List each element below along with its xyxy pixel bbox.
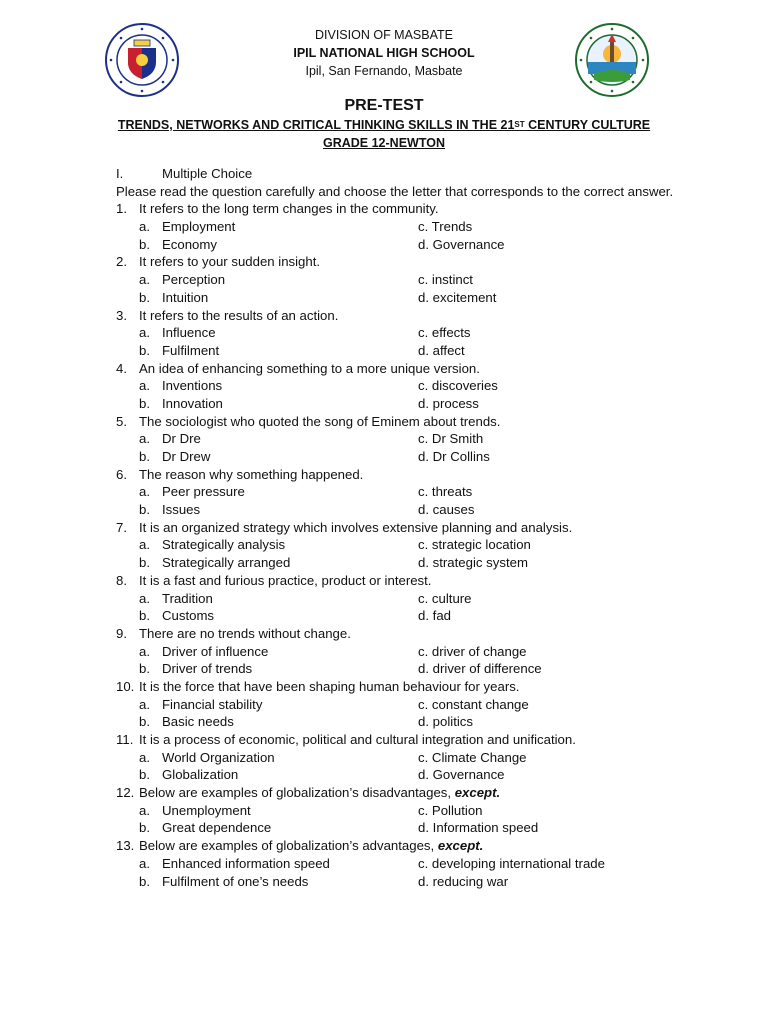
choice-letter: a. — [139, 643, 150, 659]
choice-text: Basic needs — [162, 714, 234, 730]
choice-c: c. developing international trade — [418, 855, 605, 871]
choice-text: Intuition — [162, 289, 209, 305]
choice-text: Fulfilment of one’s needs — [162, 873, 309, 889]
choice-d: d. Dr Collins — [418, 449, 490, 465]
choice-c: c. instinct — [418, 272, 473, 288]
choice-text: Strategically arranged — [162, 555, 291, 571]
choice-row — [116, 236, 676, 254]
choice-row — [116, 271, 676, 289]
choice-row — [116, 395, 676, 413]
instructions: Please read the question carefully and choose the letter that corresponds to the correct answer. — [116, 183, 674, 199]
test-content — [116, 165, 676, 890]
question-stem — [116, 519, 676, 537]
choice-text: Tradition — [162, 590, 213, 606]
subject-title-end: CENTURY CULTURE — [524, 118, 651, 132]
choice-text: Influence — [162, 325, 216, 341]
test-title: PRE-TEST — [344, 97, 424, 114]
question-number: 5. — [116, 413, 127, 429]
question-text: Below are examples of globalization’s advantages, — [139, 838, 438, 854]
choice-row — [116, 536, 676, 554]
test-title-block — [0, 96, 768, 152]
choice-b — [139, 554, 290, 572]
choice-a — [139, 377, 222, 395]
choice-d: d. Governance — [418, 767, 505, 783]
question-number: 7. — [116, 519, 127, 535]
choice-row — [116, 324, 676, 342]
choice-letter: b. — [139, 555, 150, 571]
choice-a — [139, 218, 235, 236]
question-stem — [116, 360, 676, 378]
choice-d: d. politics — [418, 714, 473, 730]
subject-title-sup: ST — [514, 120, 525, 129]
question-text: It is a process of economic, political and cultural integration and unification. — [139, 732, 576, 748]
question-number: 8. — [116, 572, 127, 588]
section-label: Multiple Choice — [162, 166, 253, 181]
choice-a — [139, 430, 201, 448]
choice-b — [139, 448, 210, 466]
school-name: IPIL NATIONAL HIGH SCHOOL — [293, 46, 475, 60]
question-stem — [116, 253, 676, 271]
choice-d: d. causes — [418, 502, 475, 518]
choice-b — [139, 501, 200, 519]
choice-c: c. discoveries — [418, 378, 498, 394]
choice-row — [116, 342, 676, 360]
choice-text: Globalization — [162, 767, 239, 783]
choice-row — [116, 855, 676, 873]
choice-b — [139, 342, 219, 360]
choice-b — [139, 766, 238, 784]
question-stem — [116, 837, 676, 855]
choice-d: d. strategic system — [418, 555, 528, 571]
choice-row — [116, 218, 676, 236]
question-stem — [116, 200, 676, 218]
choice-letter: b. — [139, 236, 150, 252]
choice-letter: b. — [139, 449, 150, 465]
section-number: I. — [116, 166, 124, 181]
question-stem — [116, 731, 676, 749]
question-stem — [116, 678, 676, 696]
choice-c: c. Climate Change — [418, 749, 527, 765]
choice-d: d. reducing war — [418, 873, 509, 889]
choice-b — [139, 819, 271, 837]
choice-text: Economy — [162, 236, 217, 252]
choice-row — [116, 819, 676, 837]
question-text: It refers to the results of an action. — [139, 307, 339, 323]
choice-letter: a. — [139, 378, 150, 394]
question-text: The sociologist who quoted the song of Eminem about trends. — [139, 413, 501, 429]
choice-b — [139, 395, 223, 413]
choice-letter: a. — [139, 696, 150, 712]
choice-c: c. strategic location — [418, 537, 531, 553]
choice-letter: a. — [139, 802, 150, 818]
choice-c: c. constant change — [418, 696, 529, 712]
school-address: Ipil, San Fernando, Masbate — [305, 64, 463, 78]
question-number: 6. — [116, 466, 127, 482]
choice-text: Dr Drew — [162, 449, 211, 465]
choice-letter: a. — [139, 537, 150, 553]
choice-text: Inventions — [162, 378, 223, 394]
choice-letter: b. — [139, 502, 150, 518]
choice-text: Driver of influence — [162, 643, 269, 659]
choice-letter: a. — [139, 590, 150, 606]
question-number: 9. — [116, 625, 127, 641]
choice-letter: b. — [139, 661, 150, 677]
subject-title-main: TRENDS, NETWORKS AND CRITICAL THINKING SKILLS IN THE 21 — [117, 118, 515, 132]
choice-text: Enhanced information speed — [162, 855, 330, 871]
choice-text: Great dependence — [162, 820, 272, 836]
choice-c: c. effects — [418, 325, 471, 341]
question-number: 3. — [116, 307, 127, 323]
choice-text: Unemployment — [162, 802, 251, 818]
question-emphasis: except. — [437, 838, 484, 854]
choice-text: Peer pressure — [162, 484, 245, 500]
section-heading — [116, 165, 676, 183]
choice-text: Driver of trends — [162, 661, 253, 677]
choice-row — [116, 696, 676, 714]
choice-c: c. Dr Smith — [418, 431, 484, 447]
choice-a — [139, 643, 268, 661]
question-emphasis: except. — [454, 785, 501, 801]
choice-row — [116, 554, 676, 572]
choice-d: d. excitement — [418, 289, 497, 305]
choice-letter: a. — [139, 431, 150, 447]
choice-d: d. process — [418, 395, 479, 411]
choice-a — [139, 590, 213, 608]
choice-a — [139, 749, 275, 767]
choice-letter: a. — [139, 219, 150, 235]
division-name: DIVISION OF MASBATE — [315, 28, 453, 42]
choice-c: c. driver of change — [418, 643, 527, 659]
choice-letter: a. — [139, 855, 150, 871]
choice-a — [139, 855, 330, 873]
choice-row — [116, 501, 676, 519]
choice-letter: a. — [139, 484, 150, 500]
question-text: It is an organized strategy which involves extensive planning and analysis. — [139, 519, 573, 535]
choice-d: d. fad — [418, 608, 451, 624]
question-number: 2. — [116, 254, 127, 270]
question-number: 10. — [116, 678, 135, 694]
question-text: Below are examples of globalization’s disadvantages, — [139, 785, 455, 801]
choice-row — [116, 643, 676, 661]
choice-letter: b. — [139, 873, 150, 889]
choice-c: c. Trends — [418, 219, 473, 235]
choice-row — [116, 590, 676, 608]
choice-d: d. affect — [418, 342, 465, 358]
question-text: It is the force that have been shaping human behaviour for years. — [139, 678, 520, 694]
question-number: 1. — [116, 201, 127, 217]
question-stem — [116, 572, 676, 590]
choice-letter: b. — [139, 608, 150, 624]
choice-text: World Organization — [162, 749, 275, 765]
choice-c: c. Pollution — [418, 802, 483, 818]
question-stem — [116, 625, 676, 643]
choice-text: Innovation — [162, 395, 223, 411]
choice-d: d. Information speed — [418, 820, 539, 836]
choice-text: Issues — [162, 502, 201, 518]
choice-text: Fulfilment — [162, 342, 220, 358]
choice-c: c. threats — [418, 484, 473, 500]
choice-row — [116, 289, 676, 307]
choice-b — [139, 607, 214, 625]
choice-text: Strategically analysis — [162, 537, 286, 553]
question-text: It is a fast and furious practice, product or interest. — [139, 572, 432, 588]
choice-d: d. Governance — [418, 236, 505, 252]
question-text: There are no trends without change. — [139, 625, 351, 641]
subject-title — [0, 117, 768, 134]
choice-text: Perception — [162, 272, 226, 288]
question-number: 13. — [116, 838, 135, 854]
question-stem — [116, 466, 676, 484]
grade-section: GRADE 12-NEWTON — [322, 136, 445, 150]
choice-d: d. driver of difference — [418, 661, 542, 677]
choice-letter: b. — [139, 342, 150, 358]
choice-a — [139, 483, 245, 501]
division-seal-logo — [574, 22, 650, 98]
choice-letter: a. — [139, 749, 150, 765]
choice-c: c. culture — [418, 590, 472, 606]
choice-letter: b. — [139, 767, 150, 783]
choice-row — [116, 430, 676, 448]
choice-a — [139, 324, 216, 342]
choice-letter: b. — [139, 289, 150, 305]
choice-row — [116, 873, 676, 891]
choice-row — [116, 802, 676, 820]
question-text: It refers to the long term changes in the community. — [139, 201, 439, 217]
choice-text: Customs — [162, 608, 215, 624]
choice-a — [139, 696, 262, 714]
choice-row — [116, 448, 676, 466]
question-list — [116, 200, 676, 890]
choice-row — [116, 766, 676, 784]
letterhead — [0, 26, 768, 80]
question-stem — [116, 307, 676, 325]
choice-letter: a. — [139, 325, 150, 341]
choice-a — [139, 271, 225, 289]
choice-a — [139, 802, 251, 820]
question-text: An idea of enhancing something to a more unique version. — [139, 360, 480, 376]
question-stem — [116, 784, 676, 802]
choice-row — [116, 377, 676, 395]
choice-b — [139, 713, 234, 731]
choice-row — [116, 713, 676, 731]
question-number: 12. — [116, 785, 135, 801]
choice-letter: a. — [139, 272, 150, 288]
choice-text: Employment — [162, 219, 236, 235]
question-number: 4. — [116, 360, 127, 376]
choice-letter: b. — [139, 714, 150, 730]
choice-row — [116, 483, 676, 501]
choice-a — [139, 536, 285, 554]
choice-row — [116, 607, 676, 625]
choice-text: Financial stability — [162, 696, 263, 712]
choice-text: Dr Dre — [162, 431, 201, 447]
choice-letter: b. — [139, 820, 150, 836]
choice-letter: b. — [139, 395, 150, 411]
question-number: 11. — [116, 732, 134, 748]
choice-row — [116, 660, 676, 678]
choice-b — [139, 660, 252, 678]
choice-row — [116, 749, 676, 767]
question-stem — [116, 413, 676, 431]
question-text: The reason why something happened. — [139, 466, 364, 482]
question-text: It refers to your sudden insight. — [139, 254, 321, 270]
choice-b — [139, 236, 217, 254]
choice-b — [139, 873, 308, 891]
choice-b — [139, 289, 208, 307]
